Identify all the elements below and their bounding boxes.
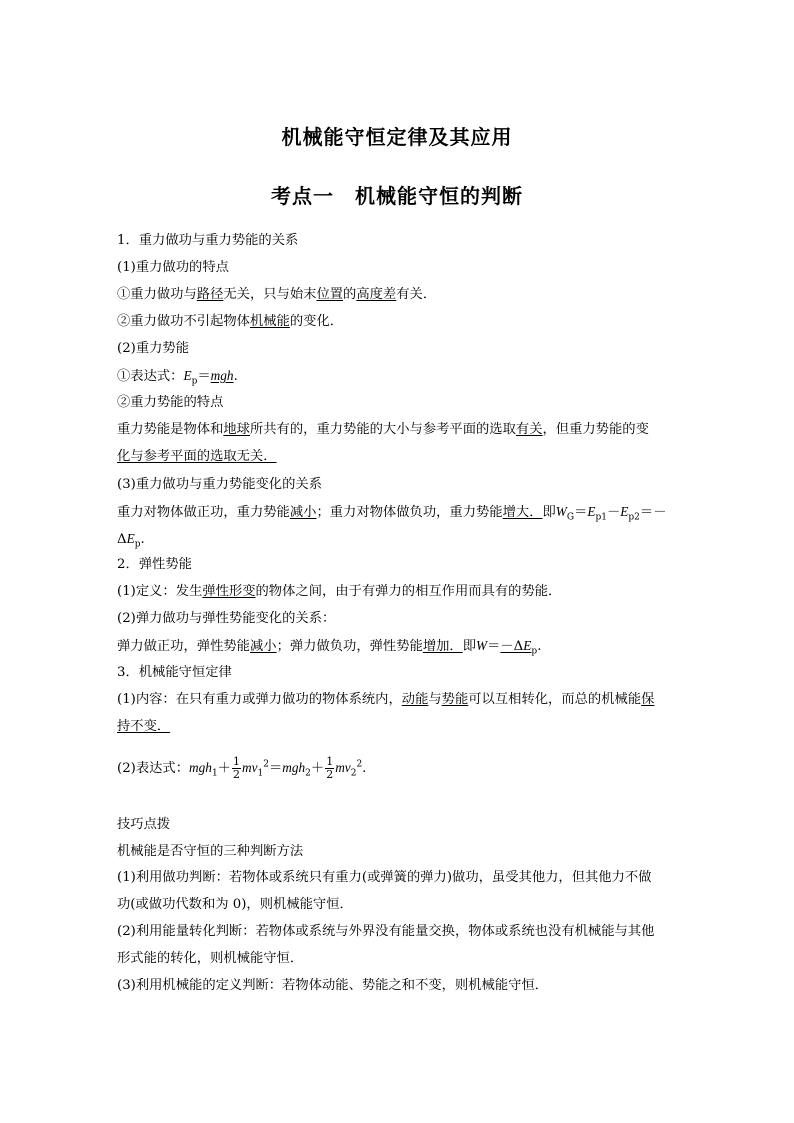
blank-answer: 弹性形变 [202,584,256,599]
blank-answer: 增大． [502,505,543,520]
text-line: 功(或做功代数和为 0)，则机械能守恒． [117,897,353,912]
text-line: (2)弹力做功与弹性势能变化的关系： [117,611,336,626]
text-line: ②重力势能的特点 [117,395,224,410]
formula-line: (2)表达式：mgh$_1$＋ $\frac{1}{2}$ $mv_1^2=mgh_2+$ $\frac{1}{2}$ $mv_2^2$. [117,755,367,781]
text-line: 形式能的转化，则机械能守恒． [117,951,304,966]
blank-answer: 路径 [196,287,224,302]
text-line: $\Delta E_p$. [117,531,145,550]
blank-answer: 动能 [401,692,429,707]
blank-answer: 减小 [249,639,277,654]
text-line: ①重力做功与路径无关，只与始末位置的高度差有关． [117,287,437,302]
text-line: 重力势能是物体和地球所共有的，重力势能的大小与参考平面的选取有关，但重力势能的变 [117,422,649,437]
text-line: ②重力做功不引起物体机械能的变化． [117,314,344,329]
text-line [117,718,682,736]
text-line: (2)利用能量转化判断：若物体或系统与外界没有能量交换，物体或系统也没有机械能与其他 [117,924,655,939]
text-line: (1)内容：在只有重力或弹力做功的物体系统内，动能与势能可以互相转化，而总的机械能保 [117,692,655,707]
heading-3: 3．机械能守恒定律 [117,665,232,680]
blank-answer: 位置 [316,287,344,302]
text-line: 化与参考平面的选取无关． [117,449,277,464]
blank-answer: 机械能 [249,314,290,329]
text-line: 重力对物体做正功，重力势能减小；重力对物体做负功，重力势能增大．即$W_G=E_{p1}-E_{p2}=-$ [117,504,667,523]
subheading-1-1: (1)重力做功的特点 [117,260,229,275]
text-line: (1)利用做功判断：若物体或系统只有重力(或弹簧的弹力)做功，虽受其他力，但其他力不做 [117,870,652,885]
blank-answer: 地球 [223,422,250,437]
heading-2: 2．弹性势能 [117,557,192,572]
subheading-1-3: (3)重力做功与重力势能变化的关系 [117,477,322,492]
blank-answer: 持不变． [117,719,171,734]
blank-answer: 势能 [441,692,469,707]
blank-answer: 减小 [289,505,317,520]
text-line: ①表达式：$E_p=mgh$. [117,368,238,387]
heading-1: 1．重力做功与重力势能的关系 [117,233,299,248]
document-title: 机械能守恒定律及其应用 [281,125,513,149]
blank-answer: 无关． [236,449,277,464]
text-line: (1)定义：发生弹性形变的物体之间，由于有弹力的相互作用而具有的势能． [117,584,562,599]
blank-answer: mgh [210,368,234,383]
fraction: $\frac{1}{2}$ [326,755,334,781]
blank-answer: 高度差 [356,287,397,302]
blank-answer: $-\Delta E_p$ [500,638,538,657]
text-line: (3)利用机械能的定义判断：若物体动能、势能之和不变，则机械能守恒． [117,978,549,993]
blank-answer: 增加． [422,639,463,654]
text-line: 弹力做正功，弹性势能减小；弹力做负功，弹性势能增加．即$W=-\Delta E_p$. [117,638,542,657]
blank-answer: 保 [641,692,655,707]
fraction: $\frac{1}{2}$ [232,755,240,781]
blank-answer: 有关 [515,422,543,437]
tips-heading: 机械能是否守恒的三种判断方法 [117,844,304,859]
section-title: 考点一 机械能守恒的判断 [271,184,523,208]
tips-label: 技巧点拨 [117,817,171,832]
subheading-1-2: (2)重力势能 [117,341,190,356]
